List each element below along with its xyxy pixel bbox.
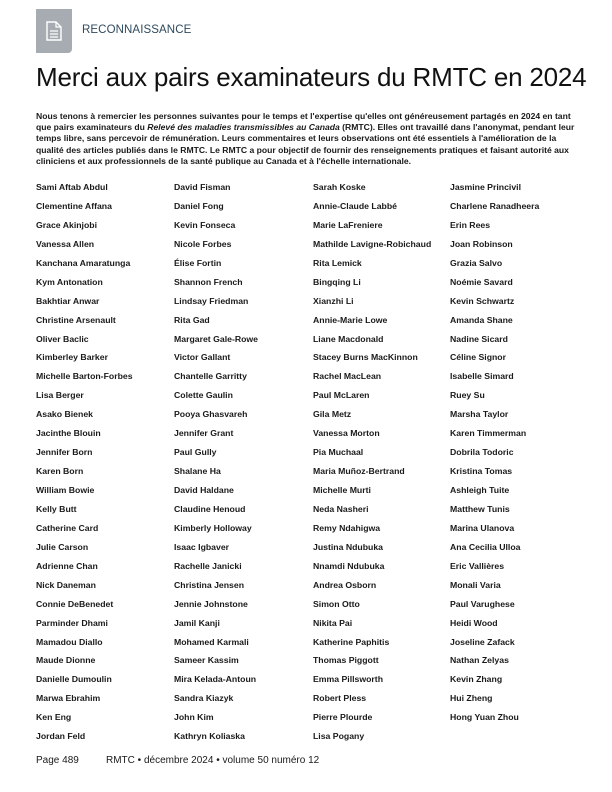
reviewer-name: Ashleigh Tuite [450, 485, 510, 495]
reviewer-name: Grace Akinjobi [36, 219, 97, 230]
reviewer-name: Kimberly Holloway [174, 522, 252, 533]
reviewer-name: Margaret Gale-Rowe [174, 333, 259, 344]
reviewer-name: Marina Ulanova [450, 522, 515, 533]
reviewer-name: Amanda Shane [450, 314, 513, 325]
reviewer-name: Jamil Kanji [174, 617, 220, 628]
page-number: Page 489 [36, 755, 79, 766]
reviewer-name: Paul Gully [174, 447, 217, 458]
reviewer-name: Catherine Card [36, 522, 99, 533]
reviewer-name: Adrienne Chan [36, 560, 98, 571]
reviewer-name: Rita Lemick [313, 257, 362, 268]
reviewer-name: Joseline Zafack [450, 636, 515, 647]
reviewer-name: Céline Signor [450, 352, 506, 363]
reviewer-name: Pia Muchaal [313, 447, 364, 458]
journal-name: Relevé des maladies transmissibles au Canada [147, 122, 340, 133]
reviewer-column [313, 182, 450, 750]
reviewer-name: Paul Varughese [450, 598, 515, 609]
reviewer-name: Rachel MacLean [313, 371, 382, 382]
reviewer-name: Simon Otto [313, 598, 360, 609]
reviewer-name: Pooya Ghasvareh [174, 409, 248, 420]
page-footer [36, 755, 319, 766]
reviewer-name: Paul McLaren [313, 390, 370, 401]
reviewer-name: Michelle Barton-Forbes [36, 371, 133, 382]
reviewer-name: Annie-Marie Lowe [313, 314, 388, 325]
page-title: Merci aux pairs examinateurs du RMTC en 2024 [36, 62, 587, 92]
reviewer-name: Andrea Osborn [313, 579, 377, 590]
reviewer-name: Lindsay Friedman [174, 295, 249, 306]
reviewer-name: Grazia Salvo [450, 257, 503, 268]
reviewer-column [174, 182, 313, 750]
reviewer-name: Remy Ndahigwa [313, 522, 381, 533]
reviewer-name: Parminder Dhami [36, 617, 108, 628]
reviewer-name: Kanchana Amaratunga [36, 257, 131, 268]
reviewer-name: Mira Kelada-Antoun [174, 674, 257, 685]
reviewer-name: Nick Daneman [36, 579, 96, 590]
reviewer-name: Jacinthe Blouin [36, 428, 101, 439]
reviewer-name: Julie Carson [36, 541, 89, 552]
reviewer-name: Élise Fortin [174, 257, 222, 268]
reviewer-name: Dobrila Todoric [450, 447, 514, 458]
reviewer-name: Isaac Igbaver [174, 541, 230, 552]
reviewer-name: Ruey Su [450, 390, 485, 401]
journal-citation: RMTC • décembre 2024 • volume 50 numéro 12 [106, 755, 320, 766]
intro-text-2: (RMTC). Elles ont travaillé dans l'anonymat, pendant leur temps libre, sans percevoir de rémunération. Leurs commentaires et leurs observations ont été essentiels à l'amélioration de la qualité des articles publiés dans le RMTC. Le RMTC a pour objectif de fournir des renseignements pratiques et faisant autorité aux cliniciens et aux professionnels de la santé publique au Canada et à l'échelle internationale. [36, 122, 575, 166]
reviewer-name: Kevin Zhang [450, 674, 503, 685]
reviewer-name: Chantelle Garritty [174, 371, 247, 382]
reviewer-name: Claudine Henoud [174, 503, 246, 514]
intro-text-1: Nous tenons à remercier les personnes suivantes pour le temps et l'expertise qu'elles ont généreusement partagés en 2024 en tant que pairs examinateurs du [36, 111, 571, 133]
reviewer-name: Christina Jensen [174, 579, 245, 590]
reviewer-name: Clementine Affana [36, 200, 112, 211]
reviewer-name: David Fisman [174, 182, 231, 192]
reviewer-name: Jordan Feld [36, 731, 86, 742]
reviewer-name: Katherine Paphitis [313, 636, 390, 647]
reviewer-name: Robert Pless [313, 693, 367, 704]
reviewer-name: Rachelle Janicki [174, 560, 242, 571]
reviewer-name: Nadine Sicard [450, 333, 508, 344]
reviewer-name: Lisa Pogany [313, 731, 365, 742]
reviewer-name: Joan Robinson [450, 238, 513, 249]
reviewer-name: Asako Bienek [36, 409, 93, 420]
reviewer-name: Shalane Ha [174, 466, 221, 477]
reviewer-name: Neda Nasheri [313, 503, 369, 514]
reviewer-name: Kevin Schwartz [450, 295, 515, 306]
reviewer-name: Heidi Wood [450, 617, 498, 628]
reviewer-name: Ana Cecilia Ulloa [450, 541, 521, 552]
reviewer-name: Isabelle Simard [450, 371, 514, 382]
reviewer-name: Kristina Tomas [450, 466, 513, 477]
reviewer-name: Marsha Taylor [450, 409, 509, 420]
reviewer-name: Marwa Ebrahim [36, 693, 101, 704]
reviewer-name: Daniel Fong [174, 200, 224, 211]
reviewer-name: Victor Gallant [174, 352, 231, 363]
reviewer-name: Vanessa Morton [313, 428, 380, 439]
reviewer-name: Sarah Koske [313, 182, 366, 192]
reviewer-name: Justina Ndubuka [313, 541, 383, 552]
reviewer-column [36, 182, 174, 750]
reviewer-column [450, 182, 581, 750]
reviewer-name: Kevin Fonseca [174, 219, 236, 230]
reviewer-name: Maria Muñoz-Bertrand [313, 466, 405, 477]
reviewer-name: Pierre Plourde [313, 712, 373, 723]
reviewer-name: David Haldane [174, 485, 234, 495]
reviewer-name: Jennifer Grant [174, 428, 234, 439]
document-icon [46, 21, 62, 41]
reviewer-name: Jennie Johnstone [174, 598, 248, 609]
reviewer-name: Monali Varia [450, 579, 501, 590]
reviewer-name: Hui Zheng [450, 693, 493, 704]
reviewer-name: Eric Vallières [450, 560, 505, 571]
reviewer-name: Mohamed Karmali [174, 636, 249, 647]
reviewer-name: Erin Rees [450, 219, 491, 230]
reviewer-name: Rita Gad [174, 314, 210, 325]
reviewer-name: Sameer Kassim [174, 655, 239, 666]
reviewer-name: Christine Arsenault [36, 314, 116, 325]
reviewer-name: Nikita Pai [313, 617, 353, 628]
section-icon-box [36, 9, 72, 53]
reviewer-name: Jennifer Born [36, 447, 93, 458]
reviewer-name: Charlene Ranadheera [450, 200, 540, 211]
reviewer-name: Liane Macdonald [313, 333, 384, 344]
reviewer-name: Kelly Butt [36, 503, 77, 514]
reviewer-name: Matthew Tunis [450, 503, 510, 514]
reviewer-name: Sami Aftab Abdul [36, 182, 108, 192]
reviewer-name: Mathilde Lavigne-Robichaud [313, 238, 432, 249]
reviewer-name: Lisa Berger [36, 390, 84, 401]
section-label: RECONNAISSANCE [82, 24, 192, 36]
reviewer-name: Kym Antonation [36, 276, 103, 287]
reviewer-name: Bingqing Li [313, 276, 361, 287]
reviewer-name: Xianzhi Li [313, 295, 354, 306]
reviewer-name: Marie LaFreniere [313, 219, 383, 230]
reviewer-name: Kathryn Koliaska [174, 731, 245, 742]
reviewer-name: Kimberley Barker [36, 352, 108, 363]
reviewer-name: Karen Timmerman [450, 428, 527, 439]
reviewer-name: Nathan Zelyas [450, 655, 509, 666]
reviewer-name: Connie DeBenedet [36, 598, 114, 609]
reviewer-name: Vanessa Allen [36, 238, 95, 249]
reviewer-name: Emma Pillsworth [313, 674, 384, 685]
reviewer-name: Shannon French [174, 276, 243, 287]
intro-paragraph [36, 111, 576, 167]
reviewer-name: Mamadou Diallo [36, 636, 103, 647]
reviewer-name: John Kim [174, 712, 214, 723]
reviewer-name: Ken Eng [36, 712, 72, 723]
reviewer-name: Nnamdi Ndubuka [313, 560, 385, 571]
reviewer-name: Michelle Murti [313, 485, 371, 495]
reviewer-name: Oliver Baclic [36, 333, 89, 344]
reviewer-name: Jasmine Princivil [450, 182, 521, 192]
reviewer-name: Noémie Savard [450, 276, 513, 287]
reviewer-name: Stacey Burns MacKinnon [313, 352, 418, 363]
reviewer-name: Hong Yuan Zhou [450, 712, 519, 723]
reviewer-name: Bakhtiar Anwar [36, 295, 100, 306]
reviewer-name: Karen Born [36, 466, 84, 477]
reviewer-name: William Bowie [36, 485, 95, 495]
reviewer-name: Annie-Claude Labbé [313, 200, 397, 211]
reviewer-list [36, 182, 581, 750]
reviewer-name: Nicole Forbes [174, 238, 232, 249]
reviewer-name: Gila Metz [313, 409, 352, 420]
reviewer-name: Sandra Kiazyk [174, 693, 234, 704]
reviewer-name: Thomas Piggott [313, 655, 379, 666]
reviewer-name: Maude Dionne [36, 655, 96, 666]
reviewer-name: Danielle Dumoulin [36, 674, 112, 685]
reviewer-name: Colette Gaulin [174, 390, 233, 401]
